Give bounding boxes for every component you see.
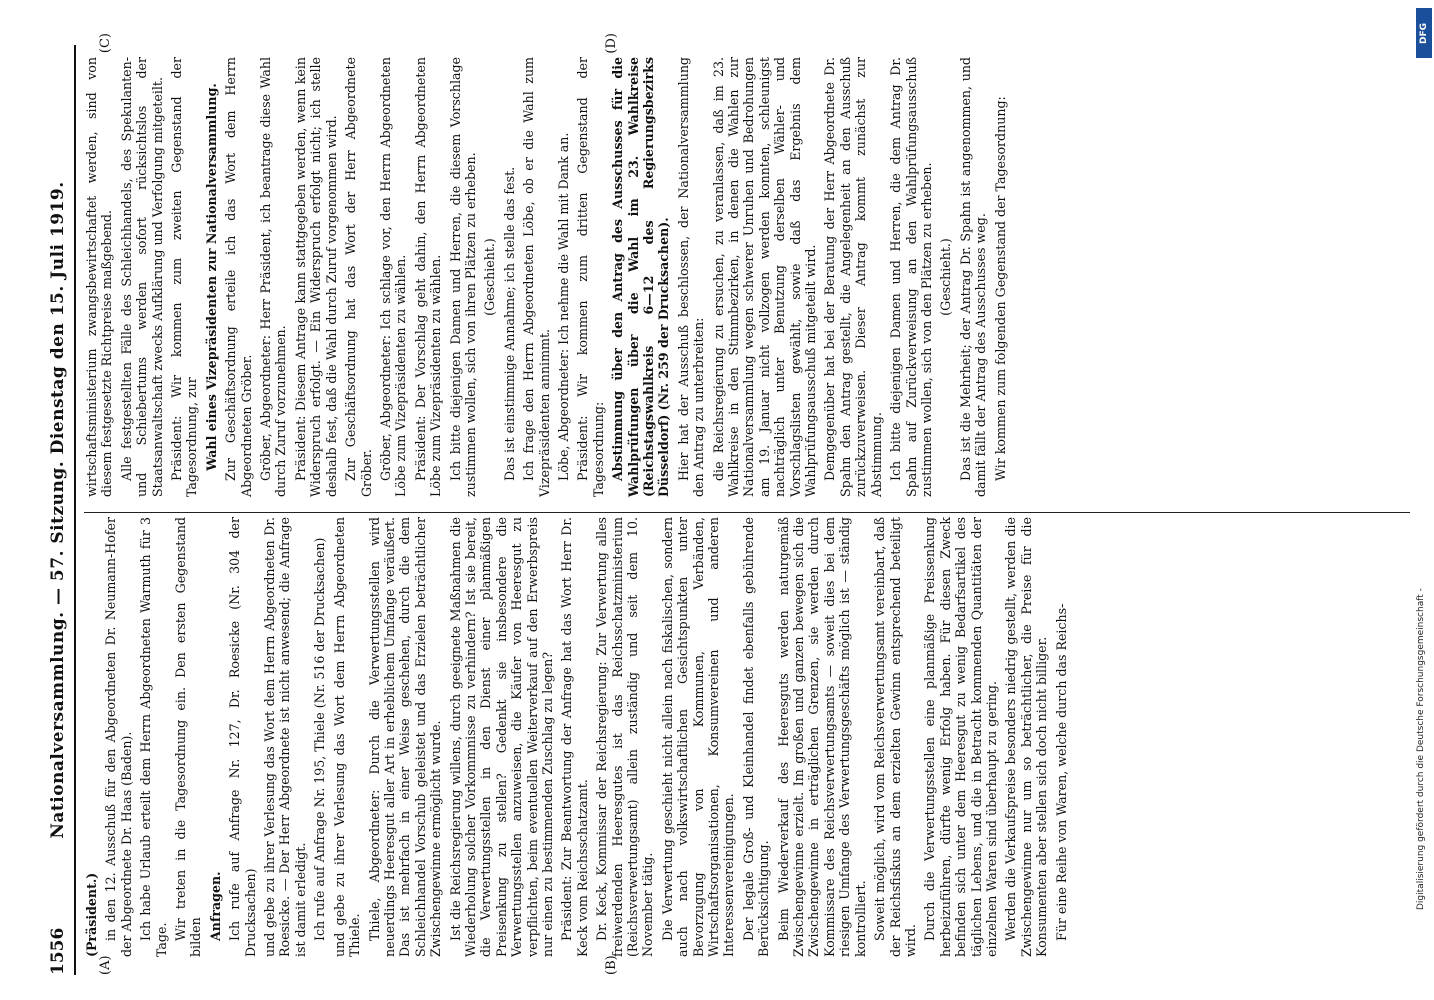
paragraph: Thiele, Abgeordneter: Durch die Verwertungsstellen wird neuerdings Heeresgut aller Art in erheblichem Umfange veräußert. Das ist mehrfach in einer Weise geschehen, durch die dem Schleichhandel Vorschub geleistet und das Erzielen beträchtlicher Zwischengewinne ermöglicht wurde. [366,517,444,957]
paragraph: die Reichsregierung zu ersuchen, zu veranlassen, daß im 23. Wahlkreise in den Stimmbezirken, in denen die Wahlen zur Nationalversammlung wegen schwerer Unruhen und Bedrohungen am 19. Januar nicht vollzogen werden konnten, schleunigst nachträglich unter Benutzung derselben Wähler- und Vorschlagslisten gewählt, sowie daß das Ergebnis dem Wahlprüfungsausschuß mitgeteilt wird. [710,57,819,497]
section-heading: Anfragen. [207,871,223,941]
paragraph: Ist die Reichsregierung willens, durch geeignete Maßnahmen die Wiederholung solcher Vorkommnisse zu verhindern? Ist sie bereit, die Verwertungsstellen in den Dienst einer planmäßigen Preisenkung zu stellen? Gedenkt sie insbesondere die Verwertungsstellen anzuweisen, die Käufer von Heeresgut zu verpflichten, beim eventuellen Weiterverkauf auf den Erwerbspreis nur einen zu bestimmenden Zuschlag zu legen? [447,517,555,957]
left-column [84,517,1410,975]
paragraph: und gebe zu ihrer Verlesung das Wort dem Herrn Abgeordneten Dr. Roesicke. — Der Herr Abgeordnete ist nicht anwesend; die Anfrage ist damit erledigt. [262,517,308,957]
right-column [84,33,1410,497]
rotated-page-content [40,33,1410,975]
page-number: 1556 [48,927,68,975]
paragraph: Präsident: Der Vorschlag geht dahin, den Herrn Abgeordneten Löbe zum Vizepräsidenten zu wählen. [412,57,444,497]
paragraph: Präsident: Wir kommen zum dritten Gegenstand der Tagesordnung: [575,57,606,497]
paragraph: Hier hat der Ausschuß beschlossen, der Nationalversammlung den Antrag zu unterbreiten: [675,57,707,497]
paragraph: Präsident: Diesem Antrage kann stattgegeben werden, wenn kein Widerspruch erfolgt. — Ein Widerspruch erfolgt nicht; ich stelle deshalb fest, daß die Wahl durch Zuruf vorgenommen wird. [292,57,339,497]
page-header [40,45,76,975]
paragraph: Das ist die Mehrheit; der Antrag Dr. Spahn ist angenommen, und damit fällt der Antrag des Ausschusses weg. [957,57,989,497]
paragraph: Demgegenüber hat bei der Beratung der Herr Abgeordnete Dr. Spahn den Antrag gestellt, die Angelegenheit an den Ausschuß zurückzuverweisen. Dieser Antrag kommt zunächst zur Abstimmung. [822,57,884,497]
column-divider [84,512,1410,513]
margin-marker-d: (D) [604,33,619,54]
paragraph: Das ist einstimmige Annahme; ich stelle das fest. [501,166,517,481]
margin-marker-a: (A) [98,955,113,975]
paragraph: Werden die Verkaufspreise besonders niedrig gestellt, werden die Zwischengewinne nur um so beträchtlicher, die Preise für die Konsumenten aber stellen sich doch nicht billiger. [1003,517,1050,957]
paragraph: wirtschaftsministerium zwangsbewirtschaftet werden, sind von diesem festgesetzte Richtpreise maßgebend. [84,57,115,497]
paragraph: Gröber, Abgeordneter: Herr Präsident, ich beantrage diese Wahl durch Zuruf vorzunehmen. [258,57,289,497]
paragraph: (Geschieht.) [482,238,498,316]
page-title: Nationalversammlung. — 57. Sitzung. Dienstag den 15. Juli 1919. [48,181,68,839]
paragraph: Zur Geschäftsordnung erteile ich das Wort dem Herrn Abgeordneten Gröber. [223,57,254,497]
paragraph: und gebe zu ihrer Verlesung das Wort dem Herrn Abgeordneten Thiele. [331,517,363,957]
paragraph: Präsident: Zur Beantwortung der Anfrage hat das Wort Herr Dr. Keck vom Reichsschatzamt. [559,517,590,957]
paragraph: Soweit möglich, wird vom Reichsverwertungsamt vereinbart, daß der Reichsfiskus an dem erzielten Gewinn entsprechend beteiligt wird. [872,517,918,957]
paragraph: Dr. Keck, Kommissar der Reichsregierung: Zur Verwertung alles freiwerdenden Heeresgutes ist das Reichsschatzministerium (Reichsverwertungsamt) allein zuständig und seit dem 10. November tätig. [594,517,656,957]
paragraph: Der legale Groß- und Kleinhandel findet ebenfalls gebührende Berücksichtigung. [740,517,772,957]
paragraph: (Geschieht.) [938,238,954,316]
paragraph: Ich rufe auf Anfrage Nr. 195, Thiele (Nr. 516 der Drucksachen) [312,537,328,941]
paragraph: Ich frage den Herrn Abgeordneten Löbe, ob er die Wahl zum Vizepräsidenten annimmt. [521,57,552,497]
margin-marker-c: (C) [98,33,113,54]
paragraph: Ich bitte diejenigen Damen und Herren, die dem Antrag Dr. Spahn auf Zurückverweisung an den Wahlprüfungsausschuß zustimmen wollen, sich von den Plätzen zu erheben. [888,57,934,497]
paragraph: Präsident: Wir kommen zum zweiten Gegenstand der Tagesordnung, zur [169,57,200,497]
paragraph: Beim Wiederverkauf des Heeresguts werden naturgemäß Zwischengewinne erzielt. Im großen und ganzen bewegen sich die Zwischengewinne in erträglichen Grenzen, sie werden durch Kommissare des Reichsverwertungsamts — soweit dies bei dem riesigen Umfange des Verwertungsgeschäfts möglich ist — ständig kontrolliert. [775,517,868,957]
digitization-credit: Digitalisierung gefördert durch die Deutsche Forschungsgemeinschaft - [1416,588,1426,910]
paragraph: Alle festgestellten Fälle des Schleichhandels, des Spekulanten- und Schiebertums werden sofort rücksichtslos der Staatsanwaltschaft zwecks Aufklärung und Verfolgung mitgeteilt. [118,57,165,497]
paragraph: Die Verwertung geschieht nicht allein nach fiskalischen, sondern auch nach volkswirtschaftlichen Gesichtspunkten unter Bevorzugung von Kommunen, Verbänden, Wirtschaftsorganisationen, Konsumvereinen und anderen Interessenvereinigungen. [659,517,737,957]
paragraph: Ich rufe auf Anfrage Nr. 127, Dr. Roesicke (Nr. 304 der Drucksachen) [227,517,258,957]
paragraph: Zur Geschäftsordnung hat das Wort der Herr Abgeordnete Gröber. [343,57,374,497]
paragraph: (Präsident.) [84,872,99,957]
section-heading: Wahl eines Vizepräsidenten zur Nationalversammlung. [203,83,219,471]
paragraph: in den 12. Ausschuß für den Abgeordneten Dr. Neumann-Hofer der Abgeordnete Dr. Haas (Baden). [103,517,134,957]
paragraph: Für eine Reihe von Waren, welche durch das Reichs- [1053,603,1069,941]
paragraph: Wir kommen zum folgenden Gegenstand der Tagesordnung: [992,96,1008,481]
paragraph: Durch die Verwertungsstellen eine planmäßige Preissenkung herbeizuführen, dürfte wenig Erfolg haben. Für diesen Zweck befinden sich unter dem Heeresgut zu wenig Bedarfsartikel des täglichen Lebens, und die in Betracht kommenden Quantitäten der einzelnen Waren sind überhaupt zu gering. [922,517,999,957]
paragraph: Ich bitte diejenigen Damen und Herren, die diesem Vorschlage zustimmen wollen, sich von ihren Plätzen zu erheben. [447,57,478,497]
paragraph: Wir treten in die Tagesordnung ein. Den ersten Gegenstand bilden [173,517,204,957]
paragraph: Gröber, Abgeordneter: Ich schlage vor, den Herrn Abgeordneten Löbe zum Vizepräsidenten zu wählen. [377,57,409,497]
margin-marker-b: (B) [604,955,619,975]
paragraph: Löbe, Abgeordneter: Ich nehme die Wahl mit Dank an. [555,132,571,481]
section-heading: Abstimmung über den Antrag des Ausschusses für die Wahlprüfungen über die Wahl im 23. Wahlkreise (Reichstagswahlkreis 6—12 des Regierungsbezirks Düsseldorf) (Nr. 259 der Drucksachen). [610,57,672,497]
paragraph: Ich habe Urlaub erteilt dem Herrn Abgeordneten Warmuth für 3 Tage. [138,517,169,957]
dfg-logo: DFG [1416,8,1432,58]
